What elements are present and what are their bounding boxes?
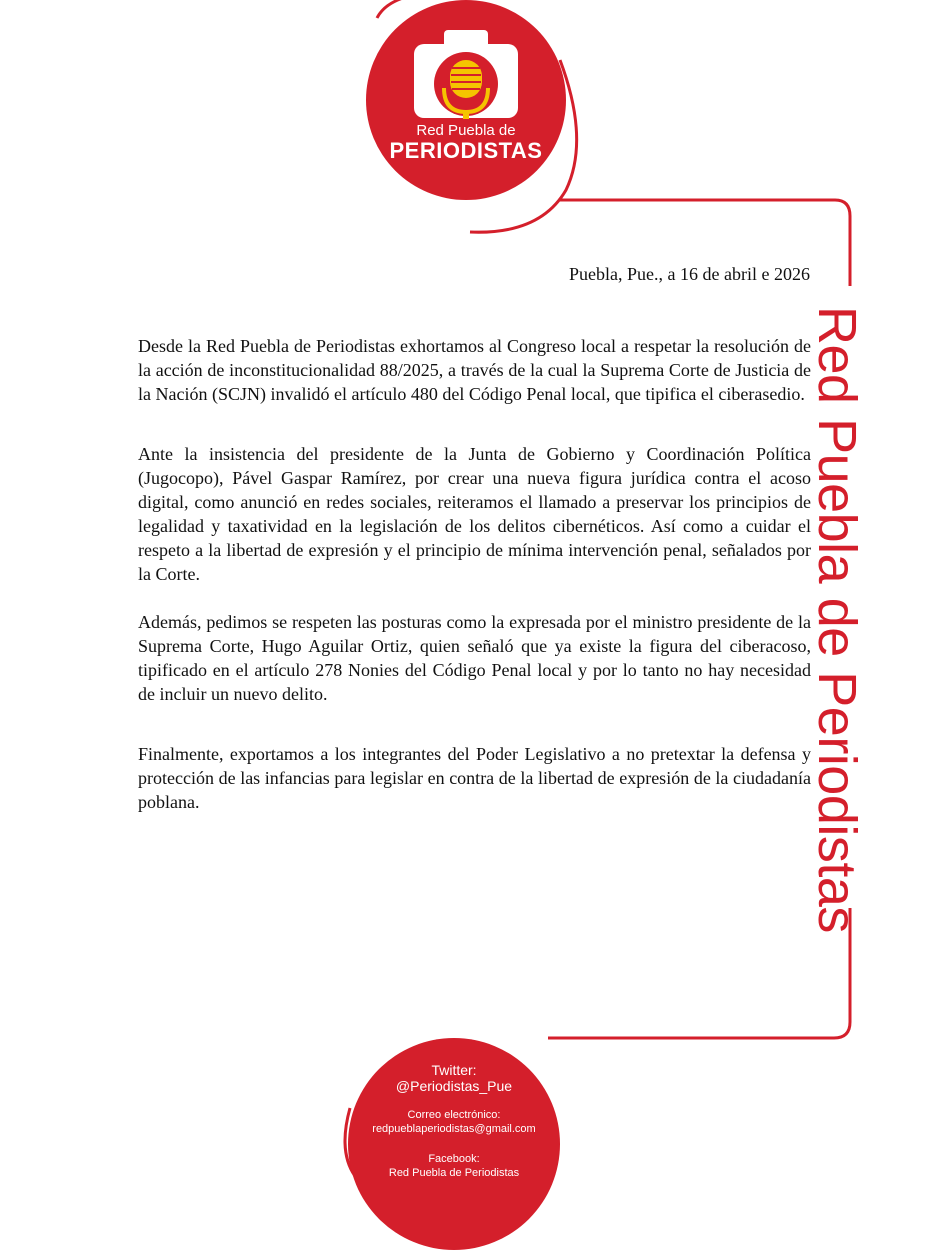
email-link[interactable]: redpueblaperiodistas@gmail.com [372, 1123, 536, 1135]
logo-text-line2: PERIODISTAS [389, 138, 543, 163]
camera-microphone-logo-icon [366, 0, 566, 200]
twitter-label: Twitter: [431, 1062, 477, 1078]
letter-paragraph: Finalmente, exportamos a los integrantes del Poder Legislativo a no pretextar la defensa y protección de las infancias para legislar en contra de la libertad de expresión de la ciudadanía poblana. [138, 744, 811, 812]
frame-right-line [548, 908, 850, 1038]
twitter-handle-link[interactable]: @Periodistas_Pue [395, 1078, 513, 1094]
facebook-label: Facebook: [428, 1153, 480, 1165]
letter-paragraph: Ante la insistencia del presidente de la Junta de Gobierno y Coordinación Política (Jugocopo), Pável Gaspar Ramírez, por crear una nueva figura jurídica contra el acoso digital, como anunció en redes sociales, reiteramos el llamado a preservar los principios de legalidad y taxatividad en la legislación de los delitos cibernéticos. Así como a cuidar el respeto a la libertad de expresión y el principio de mínima intervención penal, señalados por la Corte. [138, 444, 811, 584]
letter-paragraph: Desde la Red Puebla de Periodistas exhortamos al Congreso local a respetar la resolución de la acción de inconstitucionalidad 88/2025, a través de la cual la Suprema Corte de Justicia de la Nación (SCJN) invalidó el artículo 480 del Código Penal local, que tipifica el ciberasedio. [138, 336, 811, 404]
logo-text-line1: Red Puebla de [416, 122, 516, 139]
email-label: Correo electrónico: [407, 1109, 501, 1121]
vertical-org-name: Red Puebla de Periodistas [807, 306, 867, 933]
letter-paragraph: Además, pedimos se respeten las posturas como la expresada por el ministro presidente de la Suprema Corte, Hugo Aguilar Ortiz, quien señaló que ya existe la figura del ciberacoso, tipificado en el artículo 278 Nonies del Código Penal local y por lo tanto no hay necesidad de incluir un nuevo delito. [138, 612, 811, 704]
letter-date: Puebla, Pue., a 16 de abril e 2026 [569, 264, 810, 284]
facebook-page-link[interactable]: Red Puebla de Periodistas [388, 1167, 520, 1179]
